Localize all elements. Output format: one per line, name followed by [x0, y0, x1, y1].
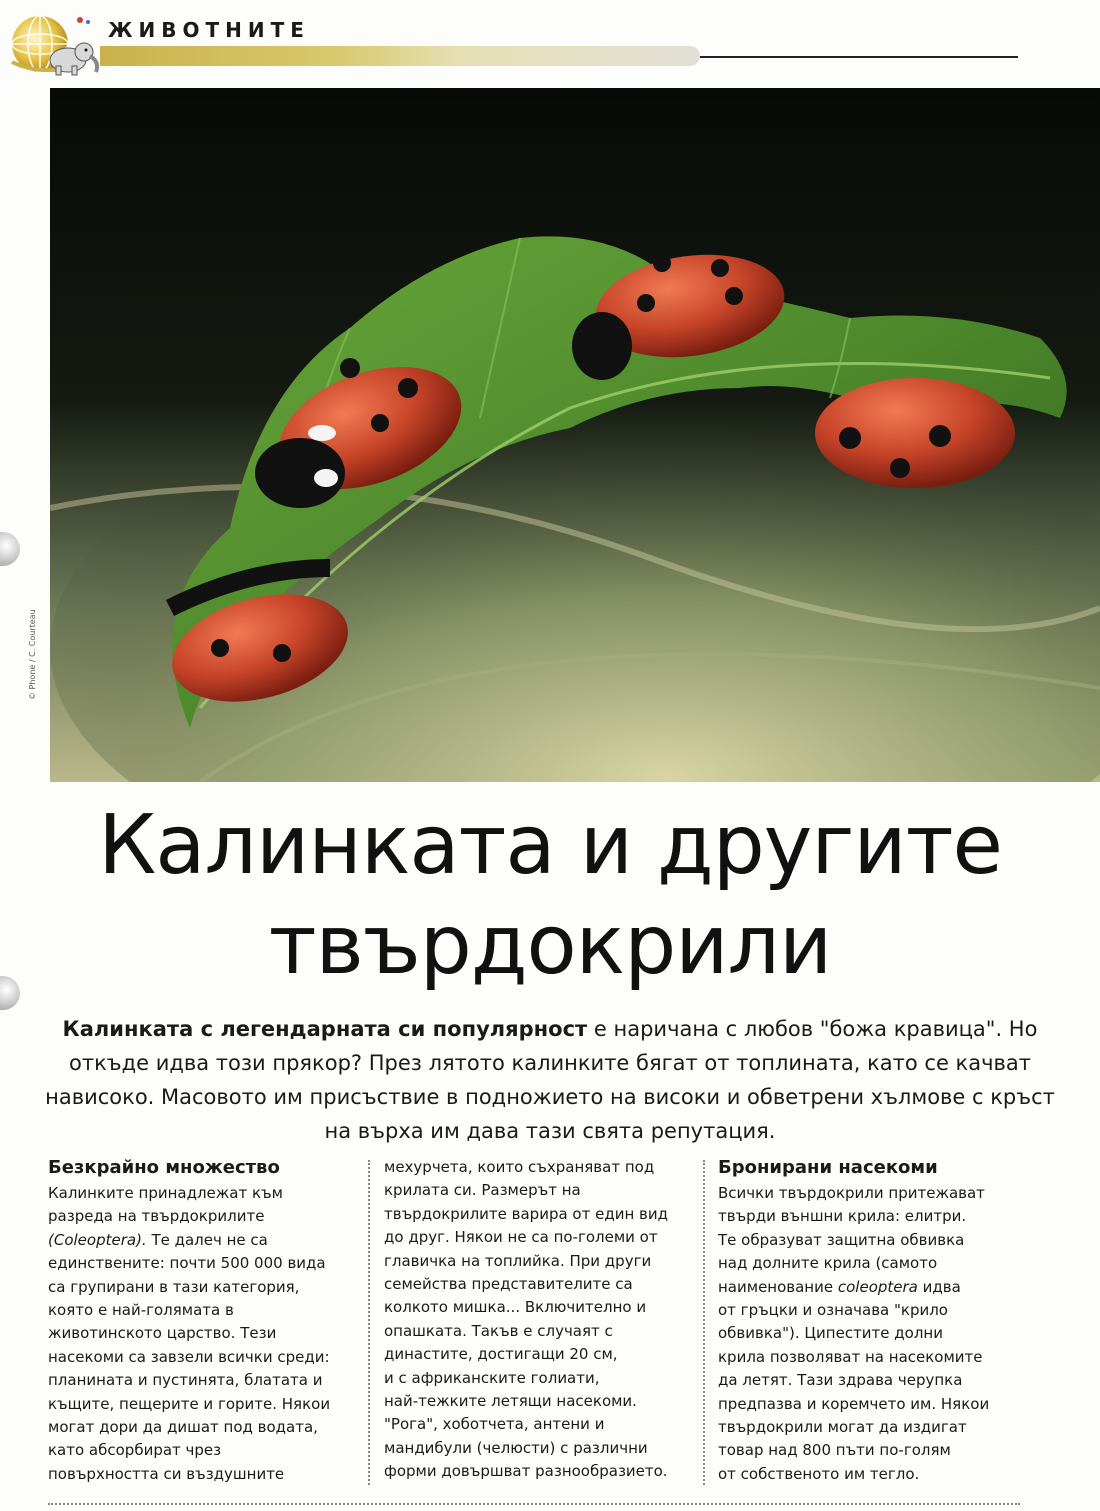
column-2: [384, 1156, 690, 1484]
title-line-2: твърдокрили: [268, 898, 832, 993]
intro-paragraph: [40, 1012, 1060, 1148]
column-1-heading: Безкрайно множество: [48, 1157, 280, 1178]
column-1-text-b: Те далеч не са единствените: почти 500 000 вида са групирани в тази категория, която е най-голямата в животинското царство. Тези насекоми са завзели всички среди: планината и пустинята, блатата и къщите, пещерите и горите. Някои могат дори да дишат под водата, като абсорбират чрез повърхността си въздушните: [48, 1230, 331, 1483]
hero-photo-ladybugs: [50, 88, 1100, 782]
column-divider-1: [368, 1160, 370, 1485]
intro-lead: Калинката с легендарната си популярност: [62, 1017, 588, 1041]
section-label: ЖИВОТНИТЕ: [108, 18, 310, 42]
column-3-italic: coleoptera: [837, 1277, 918, 1296]
column-1-text: [48, 1182, 354, 1486]
column-divider-2: [703, 1160, 705, 1485]
column-3-text: [718, 1182, 1018, 1486]
column-3-text-b: идва от гръцки и означава "крило обвивка"). Ципестите долни крила позволяват на насекомите да летят. Тази здрава черупка предпазва и коремчето им. Някои твърдокрили могат да издигат товар над 800 пъти по-голям от собственото им тегло.: [718, 1277, 990, 1483]
article-title: [50, 796, 1050, 996]
photo-credit: © Phone / C. Courteau: [28, 609, 37, 700]
column-3: [718, 1156, 1018, 1486]
column-1-italic: (Coleoptera).: [48, 1230, 147, 1249]
intro-body: е наричана с любов "божа кравица". Но откъде идва този прякор? През лятото калинките бягат от топлината, като се качват нависоко. Масовото им присъствие в подножието на високи и обветрени хълмове с кръст на върха им дава тази свята репутация.: [45, 1017, 1055, 1143]
header-rule: [700, 56, 1018, 58]
binder-hole-bottom: [0, 976, 20, 1010]
column-3-text-a: Всички твърдокрили притежават твърди външни крила: елитри. Те образуват защитна обвивка над долните крила (самото наименование: [718, 1184, 985, 1296]
globe-elephant-logo: [10, 10, 106, 82]
footer-dotted-rule: [48, 1503, 1020, 1505]
column-3-heading: Бронирани насекоми: [718, 1157, 938, 1178]
binder-hole-top: [0, 532, 20, 566]
column-1-text-a: Калинките принадлежат към разреда на твърдокрилите: [48, 1184, 283, 1226]
column-1: [48, 1156, 354, 1486]
title-line-1: Калинката и другите: [98, 798, 1002, 893]
header-bar: [100, 46, 700, 66]
column-2-text: мехурчета, които съхраняват под крилата си. Размерът на твърдокрилите варира от един вид до друг. Някои не са по-големи от главичка на топлийка. При други семейства представителите са колкото мишка... Включително и опашката. Такъв е случаят с династите, достигащи 20 см, и с африканските голиати, най-тежките летящи насекоми. "Рога", хоботчета, антени и мандибули (челюсти) с различни форми довършват разнообразието.: [384, 1158, 668, 1481]
